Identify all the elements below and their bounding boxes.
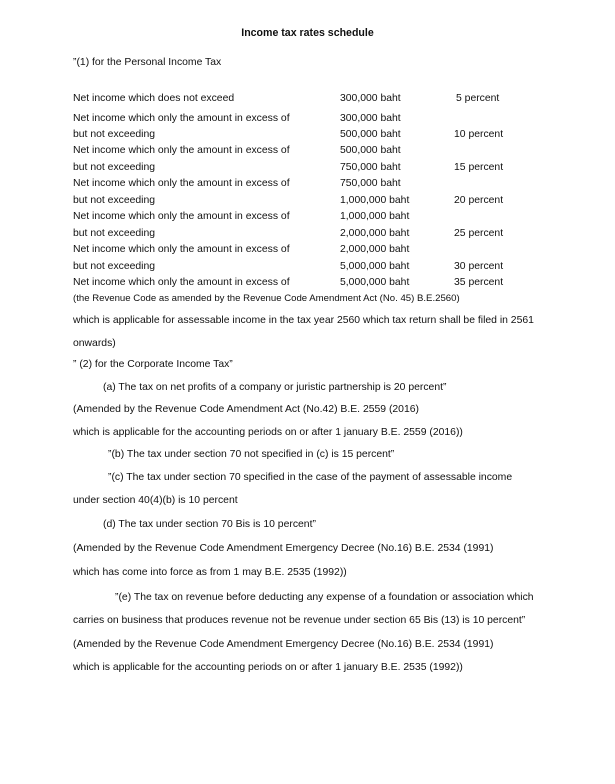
row-rate: 35 percent	[454, 277, 504, 288]
row-desc: but not exceeding	[73, 162, 156, 173]
personal-applicable-line-2: onwards)	[73, 338, 116, 349]
row-amount: 300,000 baht	[340, 113, 401, 124]
row-desc: but not exceeding	[73, 195, 156, 206]
clause-e-line-2: carries on business that produces revenue not be revenue under section 65 Bis (13) is 10 percent”	[73, 615, 526, 626]
page-title: Income tax rates schedule	[241, 27, 374, 39]
row-desc: Net income which only the amount in excess of	[73, 145, 290, 156]
row-amount: 5,000,000 baht	[340, 261, 410, 272]
row-desc: but not exceeding	[73, 261, 156, 272]
row-desc: Net income which only the amount in excess of	[73, 277, 290, 288]
row-rate: 5 percent	[456, 93, 500, 104]
clause-e-applicable: which is applicable for the accounting periods on or after 1 january B.E. 2535 (1992))	[73, 662, 463, 673]
row-rate: 15 percent	[454, 162, 504, 173]
clause-b: ”(b) The tax under section 70 not specified in (c) is 15 percent”	[108, 449, 395, 460]
clause-a: (a) The tax on net profits of a company or juristic partnership is 20 percent”	[103, 382, 447, 393]
row-amount: 1,000,000 baht	[340, 211, 410, 222]
row-amount: 500,000 baht	[340, 145, 401, 156]
row-amount: 2,000,000 baht	[340, 228, 410, 239]
row-desc: Net income which only the amount in excess of	[73, 178, 290, 189]
row-desc: Net income which does not exceed	[73, 93, 235, 104]
clause-e-line-1: ”(e) The tax on revenue before deducting any expense of a foundation or association which	[115, 592, 534, 603]
row-desc: Net income which only the amount in excess of	[73, 211, 290, 222]
row-desc: but not exceeding	[73, 228, 156, 239]
row-amount: 750,000 baht	[340, 162, 401, 173]
personal-applicable-line-1: which is applicable for assessable income in the tax year 2560 which tax return shall be filed in 2561	[73, 315, 534, 326]
clause-e-amendment: (Amended by the Revenue Code Amendment Emergency Decree (No.16) B.E. 2534 (1991)	[73, 639, 494, 650]
clause-a-applicable: which is applicable for the accounting periods on or after 1 january B.E. 2559 (2016))	[73, 427, 463, 438]
personal-tax-heading: ”(1) for the Personal Income Tax	[73, 57, 222, 68]
clause-d-in-force: which has come into force as from 1 may B.E. 2535 (1992))	[73, 567, 347, 578]
clause-d: (d) The tax under section 70 Bis is 10 percent”	[103, 519, 316, 530]
row-desc: Net income which only the amount in excess of	[73, 113, 290, 124]
row-amount: 1,000,000 baht	[340, 195, 410, 206]
row-amount: 500,000 baht	[340, 129, 401, 140]
clause-c-line-1: ”(c) The tax under section 70 specified in the case of the payment of assessable income	[108, 472, 513, 483]
row-desc: but not exceeding	[73, 129, 156, 140]
row-rate: 10 percent	[454, 129, 504, 140]
row-amount: 5,000,000 baht	[340, 277, 410, 288]
row-desc: Net income which only the amount in excess of	[73, 244, 290, 255]
clause-d-amendment: (Amended by the Revenue Code Amendment Emergency Decree (No.16) B.E. 2534 (1991)	[73, 543, 494, 554]
corporate-tax-heading: ” (2) for the Corporate Income Tax”	[73, 359, 233, 370]
personal-amendment-note: (the Revenue Code as amended by the Revenue Code Amendment Act (No. 45) B.E.2560)	[73, 293, 460, 304]
row-rate: 20 percent	[454, 195, 504, 206]
row-amount: 300,000 baht	[340, 93, 401, 104]
clause-c-line-2: under section 40(4)(b) is 10 percent	[73, 495, 238, 506]
row-rate: 25 percent	[454, 228, 504, 239]
row-amount: 2,000,000 baht	[340, 244, 410, 255]
row-rate: 30 percent	[454, 261, 504, 272]
clause-a-amendment: (Amended by the Revenue Code Amendment Act (No.42) B.E. 2559 (2016)	[73, 404, 419, 415]
row-amount: 750,000 baht	[340, 178, 401, 189]
